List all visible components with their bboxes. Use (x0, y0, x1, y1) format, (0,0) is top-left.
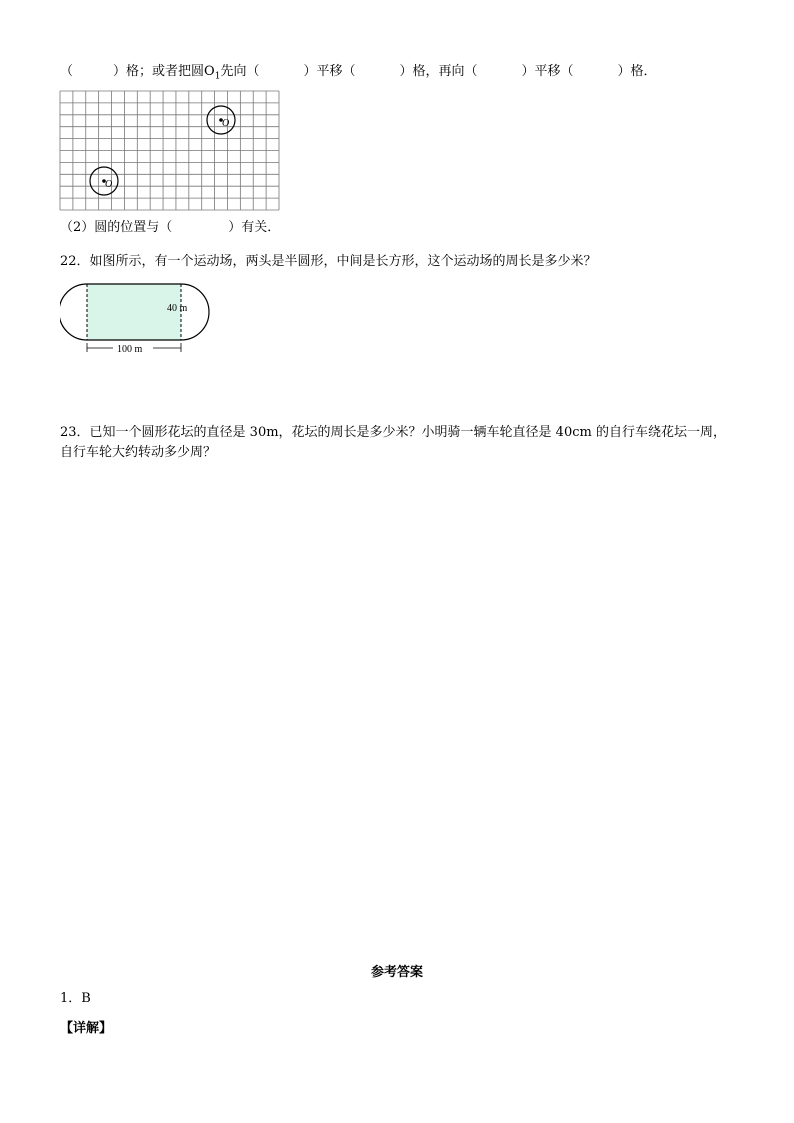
q21-text-6: ）平移（ (521, 64, 574, 79)
q21-text-7: ）格． (617, 64, 657, 79)
answer-detail-heading: 【详解】 (60, 1021, 113, 1036)
q21-text-1: （ (60, 64, 74, 79)
q23-line-1: 23．已知一个圆形花坛的直径是 30m，花坛的周长是多少米？小明骑一辆车轮直径是 40cm 的自行车绕花坛一周， (60, 425, 726, 440)
q23-line-2: 自行车轮大约转动多少周？ (60, 445, 217, 460)
q21-text-5: ）格，再向（ (399, 64, 478, 79)
grid-figure (59, 90, 281, 216)
answers-title: 参考答案 (370, 965, 423, 980)
length-label: 100 m (117, 344, 143, 355)
circle-o1-center-label: O (222, 118, 230, 129)
circle-o2 (90, 167, 118, 195)
track-figure (60, 282, 230, 362)
grid-lines (60, 91, 279, 210)
width-label: 40 m (167, 303, 188, 314)
q21-text-4: ）平移（ (303, 64, 356, 79)
q22-text: 22．如图所示，有一个运动场，两头是半圆形，中间是长方形，这个运动场的周长是多少米？ (60, 254, 597, 269)
q21-fill-in-line (60, 63, 657, 86)
circle-o1-label: O (204, 64, 215, 79)
circle-o1 (207, 106, 235, 134)
grid-svg (59, 90, 281, 212)
circle-o2-center-label: O (105, 179, 113, 190)
q21-text-3: 先向（ (220, 64, 260, 79)
q21-text-2: ）格；或者把圆 (113, 64, 205, 79)
q21-part2-text-2: ）有关． (228, 220, 281, 235)
circle-o1-subscript: 1 (214, 71, 221, 82)
track-svg (60, 282, 230, 358)
q21-part2 (60, 219, 280, 237)
answer-1: 1．B (60, 991, 91, 1006)
q21-part2-text-1: （2）圆的位置与（ (60, 220, 173, 235)
